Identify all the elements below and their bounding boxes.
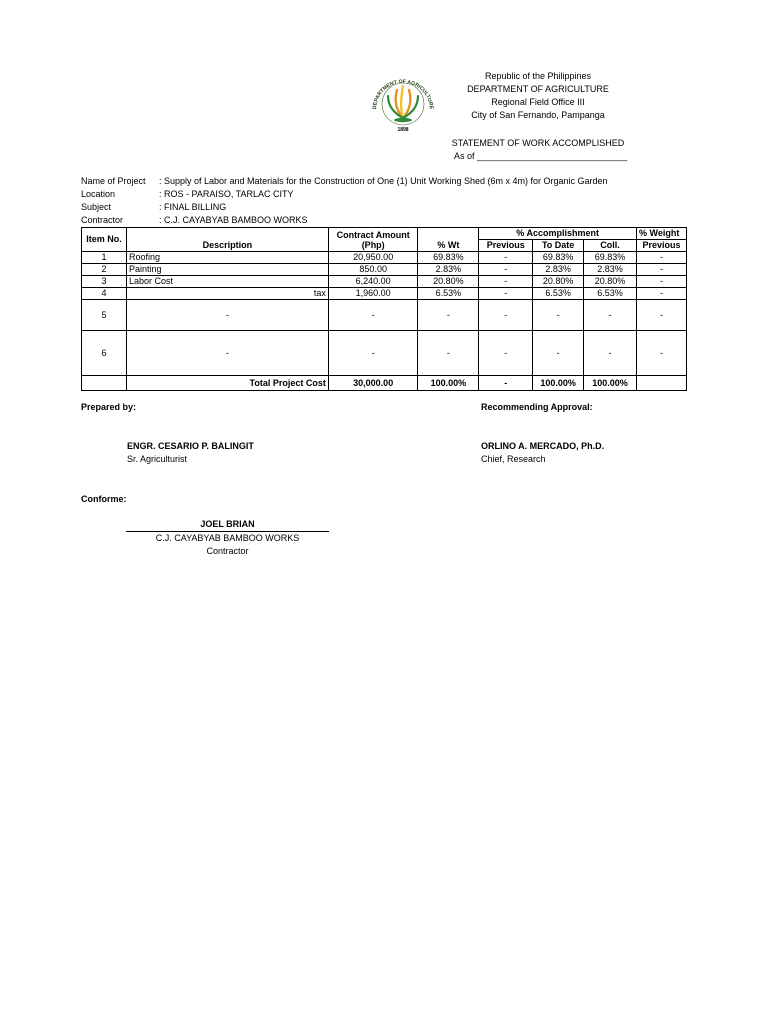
- item-pct-wt: 2.83%: [418, 264, 479, 276]
- item-amount: -: [328, 331, 418, 376]
- item-to-date: 69.83%: [533, 252, 584, 264]
- item-description: -: [126, 300, 328, 331]
- conforme-label: Conforme:: [81, 494, 127, 504]
- contractor-representative: JOEL BRIAN: [200, 519, 255, 529]
- item-to-date: 20.80%: [533, 276, 584, 288]
- item-description: -: [126, 331, 328, 376]
- total-row: [82, 376, 687, 391]
- item-to-date: -: [533, 331, 584, 376]
- header-contract-amount: Contract Amount (Php): [328, 228, 418, 252]
- item-coll: 6.53%: [584, 288, 637, 300]
- recommender-name: ORLINO A. MERCADO, Ph.D.: [481, 441, 605, 451]
- contractor-label: Contractor: [81, 215, 124, 225]
- total-label: Total Project Cost: [126, 376, 328, 391]
- header-to-date: To Date: [533, 240, 584, 252]
- item-coll: 20.80%: [584, 276, 637, 288]
- header-regional-office: Regional Field Office III: [491, 97, 585, 107]
- item-amount: 1,960.00: [328, 288, 418, 300]
- document-title: STATEMENT OF WORK ACCOMPLISHED: [451, 138, 625, 148]
- table-row: [82, 252, 687, 264]
- table-row: [82, 331, 687, 376]
- item-previous: -: [479, 252, 533, 264]
- item-previous: -: [479, 300, 533, 331]
- total-empty-cell: [82, 376, 127, 391]
- project-label: Name of Project: [81, 176, 146, 186]
- recommending-approval-label: Recommending Approval:: [481, 402, 593, 412]
- item-no: 1: [82, 252, 127, 264]
- item-no: 3: [82, 276, 127, 288]
- subject-value: : FINAL BILLING: [159, 202, 227, 212]
- as-of-date: As of ______________________________: [454, 151, 628, 161]
- item-previous: -: [479, 276, 533, 288]
- total-coll: 100.00%: [584, 376, 637, 391]
- table-row: [82, 276, 687, 288]
- header-previous: Previous: [479, 240, 533, 252]
- item-pct-wt: -: [418, 300, 479, 331]
- item-to-date: 6.53%: [533, 288, 584, 300]
- header-department: DEPARTMENT OF AGRICULTURE: [467, 84, 609, 94]
- item-coll: -: [584, 331, 637, 376]
- total-amount: 30,000.00: [328, 376, 418, 391]
- item-amount: 6,240.00: [328, 276, 418, 288]
- header-weight-previous: Previous: [636, 240, 686, 252]
- item-no: 4: [82, 288, 127, 300]
- location-value: : ROS - PARAISO, TARLAC CITY: [159, 189, 294, 199]
- item-weight-previous: -: [636, 276, 686, 288]
- item-description: Roofing: [126, 252, 328, 264]
- preparer-title: Sr. Agriculturist: [127, 454, 188, 464]
- item-pct-wt: 20.80%: [418, 276, 479, 288]
- item-pct-wt: 6.53%: [418, 288, 479, 300]
- item-description: tax: [126, 288, 328, 300]
- total-to-date: 100.00%: [533, 376, 584, 391]
- header-weight: % Weight: [636, 228, 686, 240]
- item-previous: -: [479, 288, 533, 300]
- item-amount: -: [328, 300, 418, 331]
- item-amount: 850.00: [328, 264, 418, 276]
- item-weight-previous: -: [636, 288, 686, 300]
- item-to-date: -: [533, 300, 584, 331]
- item-previous: -: [479, 331, 533, 376]
- item-no: 5: [82, 300, 127, 331]
- table-row: [82, 288, 687, 300]
- contractor-company: C.J. CAYABYAB BAMBOO WORKS: [155, 533, 300, 543]
- header-coll: Coll.: [584, 240, 637, 252]
- header-accomplishment: % Accomplishment: [479, 228, 637, 240]
- location-label: Location: [81, 189, 116, 199]
- table-row: [82, 300, 687, 331]
- item-no: 6: [82, 331, 127, 376]
- subject-label: Subject: [81, 202, 112, 212]
- total-weight-empty: [636, 376, 686, 391]
- item-weight-previous: -: [636, 252, 686, 264]
- header-city: City of San Fernando, Pampanga: [471, 110, 605, 120]
- total-previous: -: [479, 376, 533, 391]
- item-description: Painting: [126, 264, 328, 276]
- item-previous: -: [479, 264, 533, 276]
- item-coll: -: [584, 300, 637, 331]
- header-pct-wt: % Wt: [418, 228, 479, 252]
- contractor-title: Contractor: [206, 546, 249, 556]
- header-item-no: Item No.: [82, 228, 127, 252]
- table-row: [82, 264, 687, 276]
- item-amount: 20,950.00: [328, 252, 418, 264]
- preparer-name: ENGR. CESARIO P. BALINGIT: [127, 441, 254, 451]
- recommender-title: Chief, Research: [481, 454, 546, 464]
- item-no: 2: [82, 264, 127, 276]
- item-pct-wt: 69.83%: [418, 252, 479, 264]
- header-description: Description: [126, 228, 328, 252]
- contractor-value: : C.J. CAYABYAB BAMBOO WORKS: [159, 215, 308, 225]
- header-republic: Republic of the Philippines: [484, 71, 592, 81]
- seal-ring-text: DEPARTMENT OF AGRICULTURE: [371, 78, 435, 110]
- work-accomplished-table: [81, 227, 687, 391]
- project-value: : Supply of Labor and Materials for the Construction of One (1) Unit Working Shed (6m x 4m) for Organic Garden: [159, 176, 608, 186]
- seal-year: 1898: [397, 127, 409, 133]
- total-pct-wt: 100.00%: [418, 376, 479, 391]
- item-weight-previous: -: [636, 300, 686, 331]
- item-coll: 2.83%: [584, 264, 637, 276]
- item-weight-previous: -: [636, 264, 686, 276]
- item-description: Labor Cost: [126, 276, 328, 288]
- prepared-by-label: Prepared by:: [81, 402, 137, 412]
- item-weight-previous: -: [636, 331, 686, 376]
- item-pct-wt: -: [418, 331, 479, 376]
- item-to-date: 2.83%: [533, 264, 584, 276]
- item-coll: 69.83%: [584, 252, 637, 264]
